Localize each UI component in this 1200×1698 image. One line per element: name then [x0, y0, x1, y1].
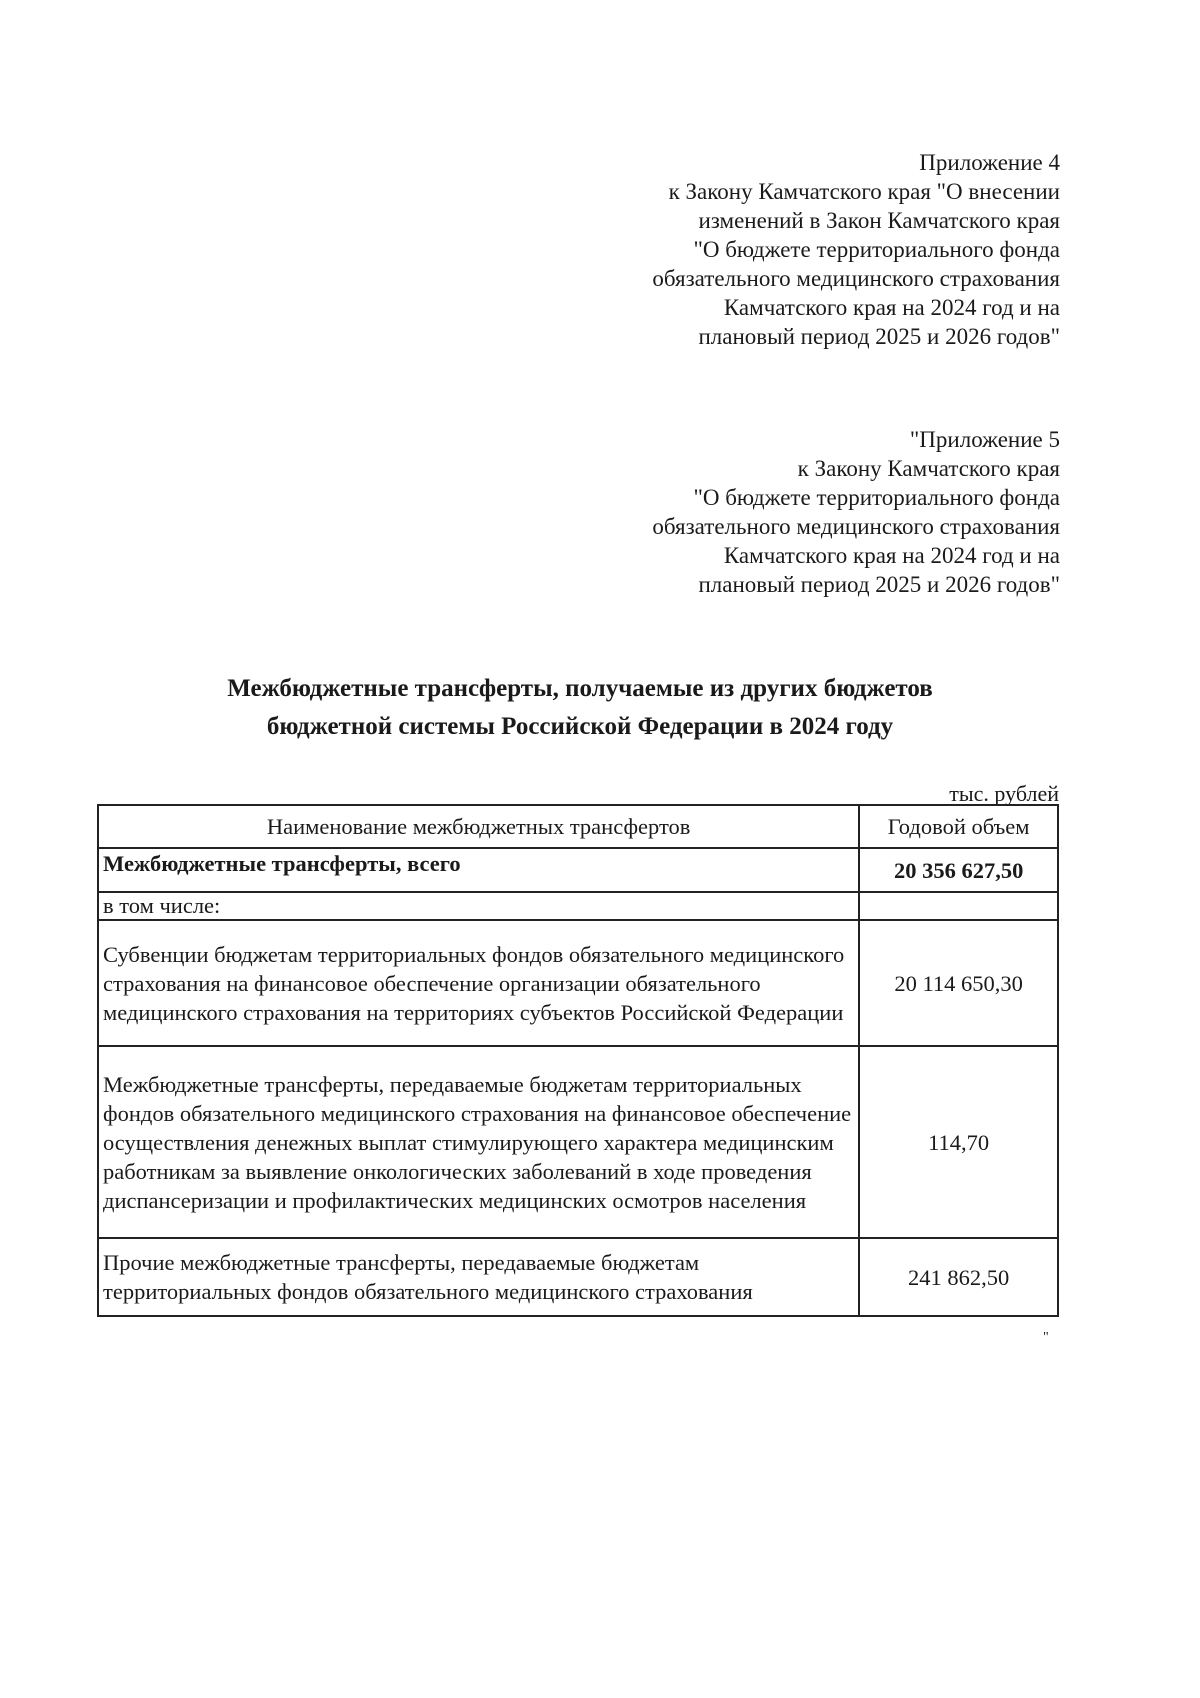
annex-5-reference	[652, 425, 1060, 599]
including-value-empty	[859, 892, 1058, 920]
table-row	[98, 920, 1058, 1046]
row-name: Прочие межбюджетные трансферты, передаваемые бюджетам территориальных фондов обязательного медицинского страхования	[98, 1238, 859, 1316]
table-row	[98, 1046, 1058, 1238]
header-name: Наименование межбюджетных трансфертов	[98, 805, 859, 848]
document-title-line-2: бюджетной системы Российской Федерации в 2024 году	[266, 713, 894, 740]
document-title-line-1: Межбюджетные трансферты, получаемые из других бюджетов	[227, 675, 933, 702]
transfers-table	[97, 804, 1059, 1317]
annex-5-line: "О бюджете территориального фонда	[693, 485, 1060, 510]
annex-4-line: обязательного медицинского страхования	[652, 266, 1060, 291]
row-value: 114,70	[859, 1046, 1058, 1238]
annex-4-reference	[652, 148, 1060, 351]
table-header-row	[98, 805, 1058, 848]
annex-5-line: Камчатского края на 2024 год и на	[723, 543, 1060, 568]
row-name: Субвенции бюджетам территориальных фондов обязательного медицинского страхования на финансовое обеспечение организации обязательного медицинского страхования на территориях субъектов Российской Федерации	[98, 920, 859, 1046]
total-name: Межбюджетные трансферты, всего	[98, 848, 859, 892]
annex-4-line: Камчатского края на 2024 год и на	[723, 295, 1060, 320]
total-row	[98, 848, 1058, 892]
document-title	[0, 670, 1160, 746]
total-value: 20 356 627,50	[859, 848, 1058, 892]
closing-quote: "	[1043, 1330, 1049, 1345]
annex-5-line: обязательного медицинского страхования	[652, 514, 1060, 539]
header-value: Годовой объем	[859, 805, 1058, 848]
annex-5-line: "Приложение 5	[909, 427, 1060, 452]
unit-label: тыс. рублей	[949, 781, 1059, 806]
annex-4-line: к Закону Камчатского края "О внесении	[668, 179, 1060, 204]
including-label: в том числе:	[98, 892, 859, 920]
annex-4-line: изменений в Закон Камчатского края	[698, 208, 1060, 233]
row-value: 241 862,50	[859, 1238, 1058, 1316]
row-value: 20 114 650,30	[859, 920, 1058, 1046]
annex-4-line: Приложение 4	[919, 150, 1060, 175]
table-row	[98, 1238, 1058, 1316]
annex-4-line: плановый период 2025 и 2026 годов"	[698, 324, 1060, 349]
annex-4-line: "О бюджете территориального фонда	[693, 237, 1060, 262]
including-row	[98, 892, 1058, 920]
annex-5-line: к Закону Камчатского края	[797, 456, 1060, 481]
row-name: Межбюджетные трансферты, передаваемые бюджетам территориальных фондов обязательного медицинского страхования на финансовое обеспечение осуществления денежных выплат стимулирующего характера медицинским работникам за выявление онкологических заболеваний в ходе проведения диспансеризации и профилактических медицинских осмотров населения	[98, 1046, 859, 1238]
annex-5-line: плановый период 2025 и 2026 годов"	[698, 572, 1060, 597]
